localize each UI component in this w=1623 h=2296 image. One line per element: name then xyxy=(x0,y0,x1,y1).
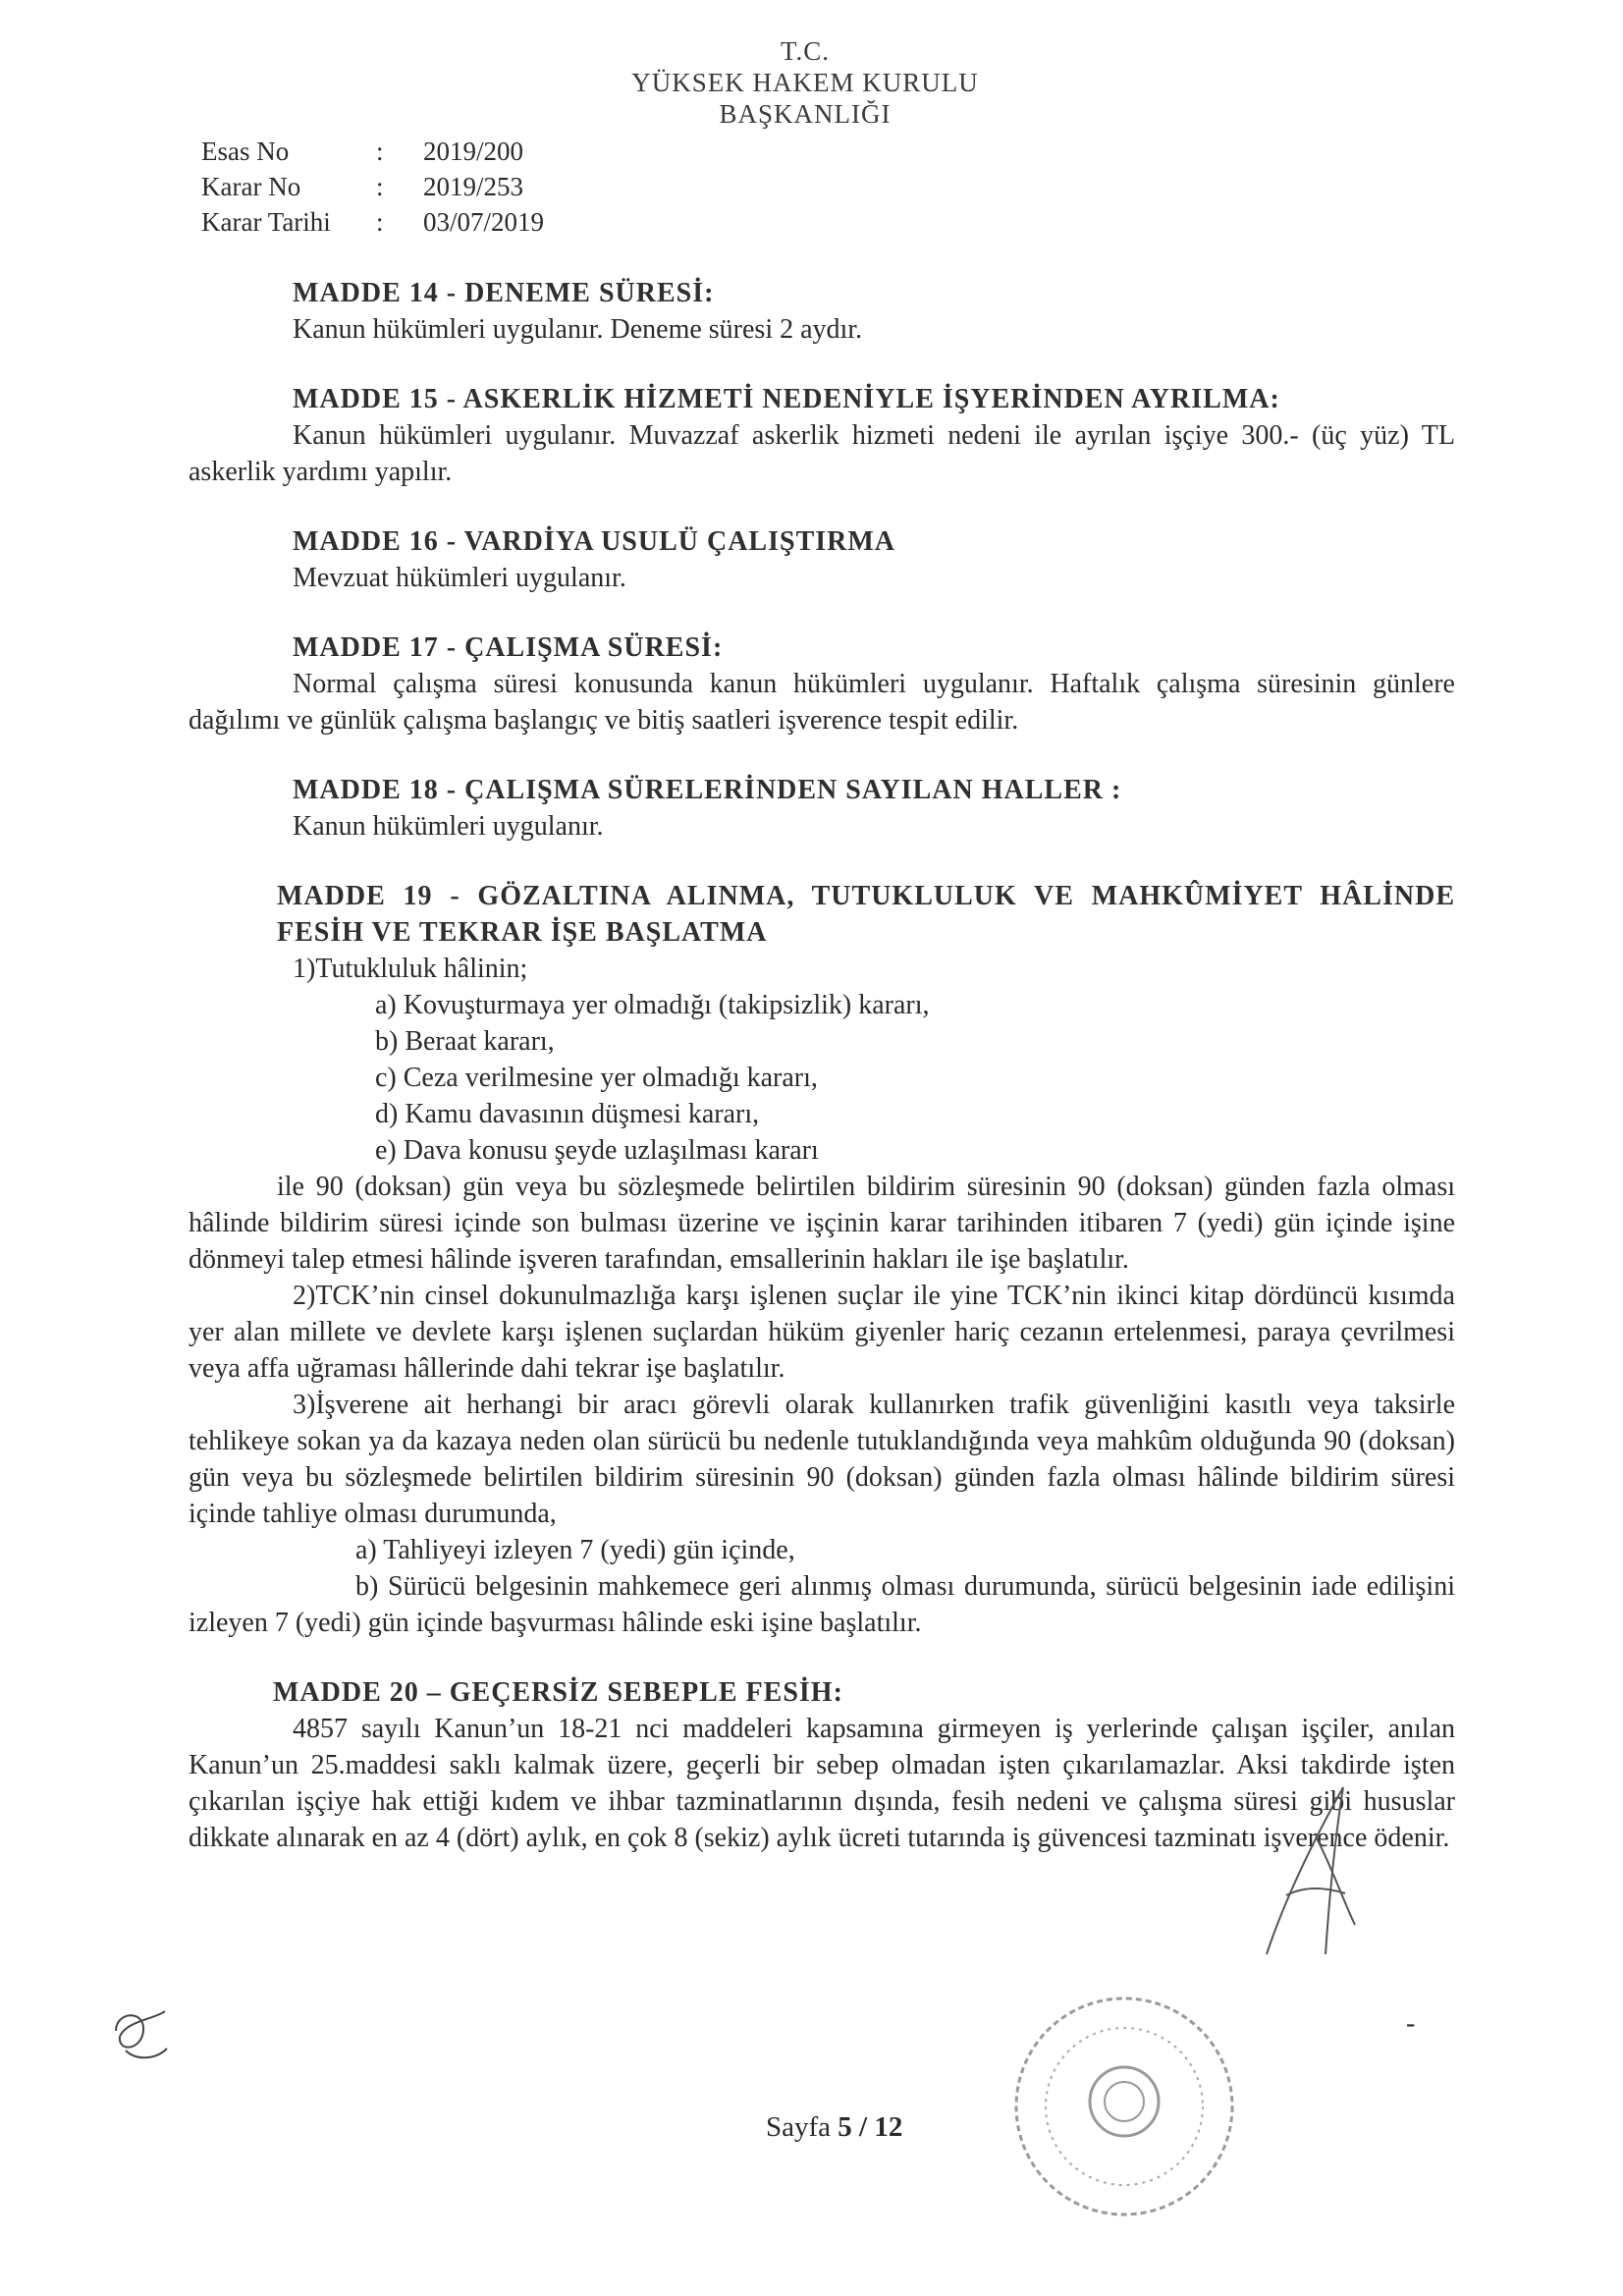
header-line-presidency: BAŞKANLIĞI xyxy=(719,99,892,129)
page-footer xyxy=(766,2111,902,2144)
case-metadata xyxy=(201,134,544,240)
header-line-tc: T.C. xyxy=(781,36,830,66)
list-item: d) Kamu davasının düşmesi kararı, xyxy=(375,1099,760,1129)
article-paragraph: 4857 sayılı Kanun’un 18-21 nci maddeleri kapsamına girmeyen iş yerlerinde çalışan işçiler, anılan Kanun’un 25.maddesi saklı kalmak üzere, geçerli bir sebep olmadan işten çıkarılamazlar. Aksi takdirde işten çıkarılan işçiye hak ettiği kıdem ve ihbar tazminatlarının dışında, fesih nedeni ve çalışma süresi gibi hususlar dikkate alınarak en az 4 (dört) aylık, en çok 8 (sekiz) aylık ücreti tutarında iş güvencesi tazminatı işverence ödenir. xyxy=(189,1714,1455,1853)
page-number: 5 / 12 xyxy=(838,2111,903,2143)
article-title: MADDE 20 – GEÇERSİZ SEBEPLE FESİH: xyxy=(273,1677,843,1708)
article-paragraph: Mevzuat hükümleri uygulanır. xyxy=(293,563,626,593)
article-paragraph: 3)İşverene ait herhangi bir aracı görevli olarak kullanırken trafik güvenliğini kasıtlı veya taksirle tehlikeye sokan ya da kazaya neden olan sürücü bu nedenle tutuklandığında veya mahkûm olduğunda 90 (doksan) gün veya bu sözleşmede belirtilen bildirim süresinin 90 (doksan) günden fazla olması hâlinde bildirim süresi içinde tahliye olması durumunda, xyxy=(189,1390,1455,1529)
list-item: e) Dava konusu şeyde uzlaşılması kararı xyxy=(375,1135,819,1166)
article-list xyxy=(189,987,1455,1169)
article-paragraph: Kanun hükümleri uygulanır. Deneme süresi 2 aydır. xyxy=(293,314,863,345)
page-label: Sayfa xyxy=(766,2111,832,2143)
article-title: MADDE 16 - VARDİYA USULÜ ÇALIŞTIRMA xyxy=(293,526,896,557)
meta-row-karar xyxy=(201,169,544,204)
document-body xyxy=(189,275,1455,1889)
meta-separator: : xyxy=(376,172,384,201)
meta-label: Karar Tarihi xyxy=(201,207,331,237)
article-paragraph: 1)Tutukluluk hâlinin; xyxy=(293,954,528,984)
article-paragraph: Kanun hükümleri uygulanır. Muvazzaf askerlik hizmeti nedeni ile ayrılan işçiye 300.- (üç yüz) TL askerlik yardımı yapılır. xyxy=(189,420,1455,487)
article-16 xyxy=(189,523,1455,596)
article-paragraph: Kanun hükümleri uygulanır. xyxy=(293,811,604,842)
article-paragraph: 2)TCK’nin cinsel dokunulmazlığa karşı işlenen suçlar ile yine TCK’nin ikinci kitap dördüncü kısımda yer alan millete ve devlete karşı işlenen suçlardan hüküm giyenler hariç cezanın ertelenmesi, paraya çevrilmesi veya affa uğraması hâllerinde dahi tekrar işe başlatılır. xyxy=(189,1281,1455,1384)
meta-row-esas xyxy=(201,134,544,169)
article-title: MADDE 15 - ASKERLİK HİZMETİ NEDENİYLE İŞYERİNDEN AYRILMA: xyxy=(293,384,1280,414)
list-item: a) Kovuşturmaya yer olmadığı (takipsizlik) kararı, xyxy=(375,990,930,1020)
article-18 xyxy=(189,772,1455,845)
article-19 xyxy=(189,878,1455,1641)
article-title: MADDE 14 - DENEME SÜRESİ: xyxy=(293,278,715,308)
article-17 xyxy=(189,629,1455,738)
article-title: MADDE 19 - GÖZALTINA ALINMA, TUTUKLULUK VE MAHKÛMİYET HÂLİNDE FESİH VE TEKRAR İŞE BAŞLATMA xyxy=(277,881,1455,948)
article-title: MADDE 17 - ÇALIŞMA SÜRESİ: xyxy=(293,632,724,663)
header-line-institution: YÜKSEK HAKEM KURULU xyxy=(631,68,979,97)
article-14 xyxy=(189,275,1455,348)
meta-row-tarih xyxy=(201,204,544,240)
signature-mark xyxy=(1247,1777,1365,1964)
meta-separator: : xyxy=(376,207,384,237)
meta-separator: : xyxy=(376,137,384,166)
meta-label: Karar No xyxy=(201,172,301,201)
meta-value: 03/07/2019 xyxy=(423,207,545,237)
meta-label: Esas No xyxy=(201,137,290,166)
document-header xyxy=(550,35,1060,130)
list-item: c) Ceza verilmesine yer olmadığı kararı, xyxy=(375,1063,818,1093)
initials-mark xyxy=(106,1992,185,2070)
list-item: b) Beraat kararı, xyxy=(375,1026,555,1057)
article-paragraph: Normal çalışma süresi konusunda kanun hükümleri uygulanır. Haftalık çalışma süresinin günlere dağılımı ve günlük çalışma başlangıç ve bitiş saatleri işverence tespit edilir. xyxy=(189,669,1455,736)
article-15 xyxy=(189,381,1455,490)
article-paragraph: ile 90 (doksan) gün veya bu sözleşmede belirtilen bildirim süresinin 90 (doksan) günden fazla olması hâlinde bildirim süresi içinde son bulması üzerine ve işçinin karar tarihinden itibaren 7 (yedi) gün içinde işine dönmeyi talep etmesi hâlinde işveren tarafından, emsallerinin hakları ile işe başlatılır. xyxy=(189,1172,1455,1275)
article-title: MADDE 18 - ÇALIŞMA SÜRELERİNDEN SAYILAN HALLER : xyxy=(293,775,1122,805)
margin-dash: - xyxy=(1406,2008,1416,2039)
official-seal-stamp xyxy=(1001,1984,1247,2229)
meta-value: 2019/200 xyxy=(423,137,524,166)
article-sub-item: b) Sürücü belgesinin mahkemece geri alınmış olması durumunda, sürücü belgesinin iade edilişini izleyen 7 (yedi) gün içinde başvurması hâlinde eski işine başlatılır. xyxy=(189,1571,1455,1638)
meta-value: 2019/253 xyxy=(423,172,524,201)
article-sub-item: a) Tahliyeyi izleyen 7 (yedi) gün içinde, xyxy=(355,1535,795,1565)
